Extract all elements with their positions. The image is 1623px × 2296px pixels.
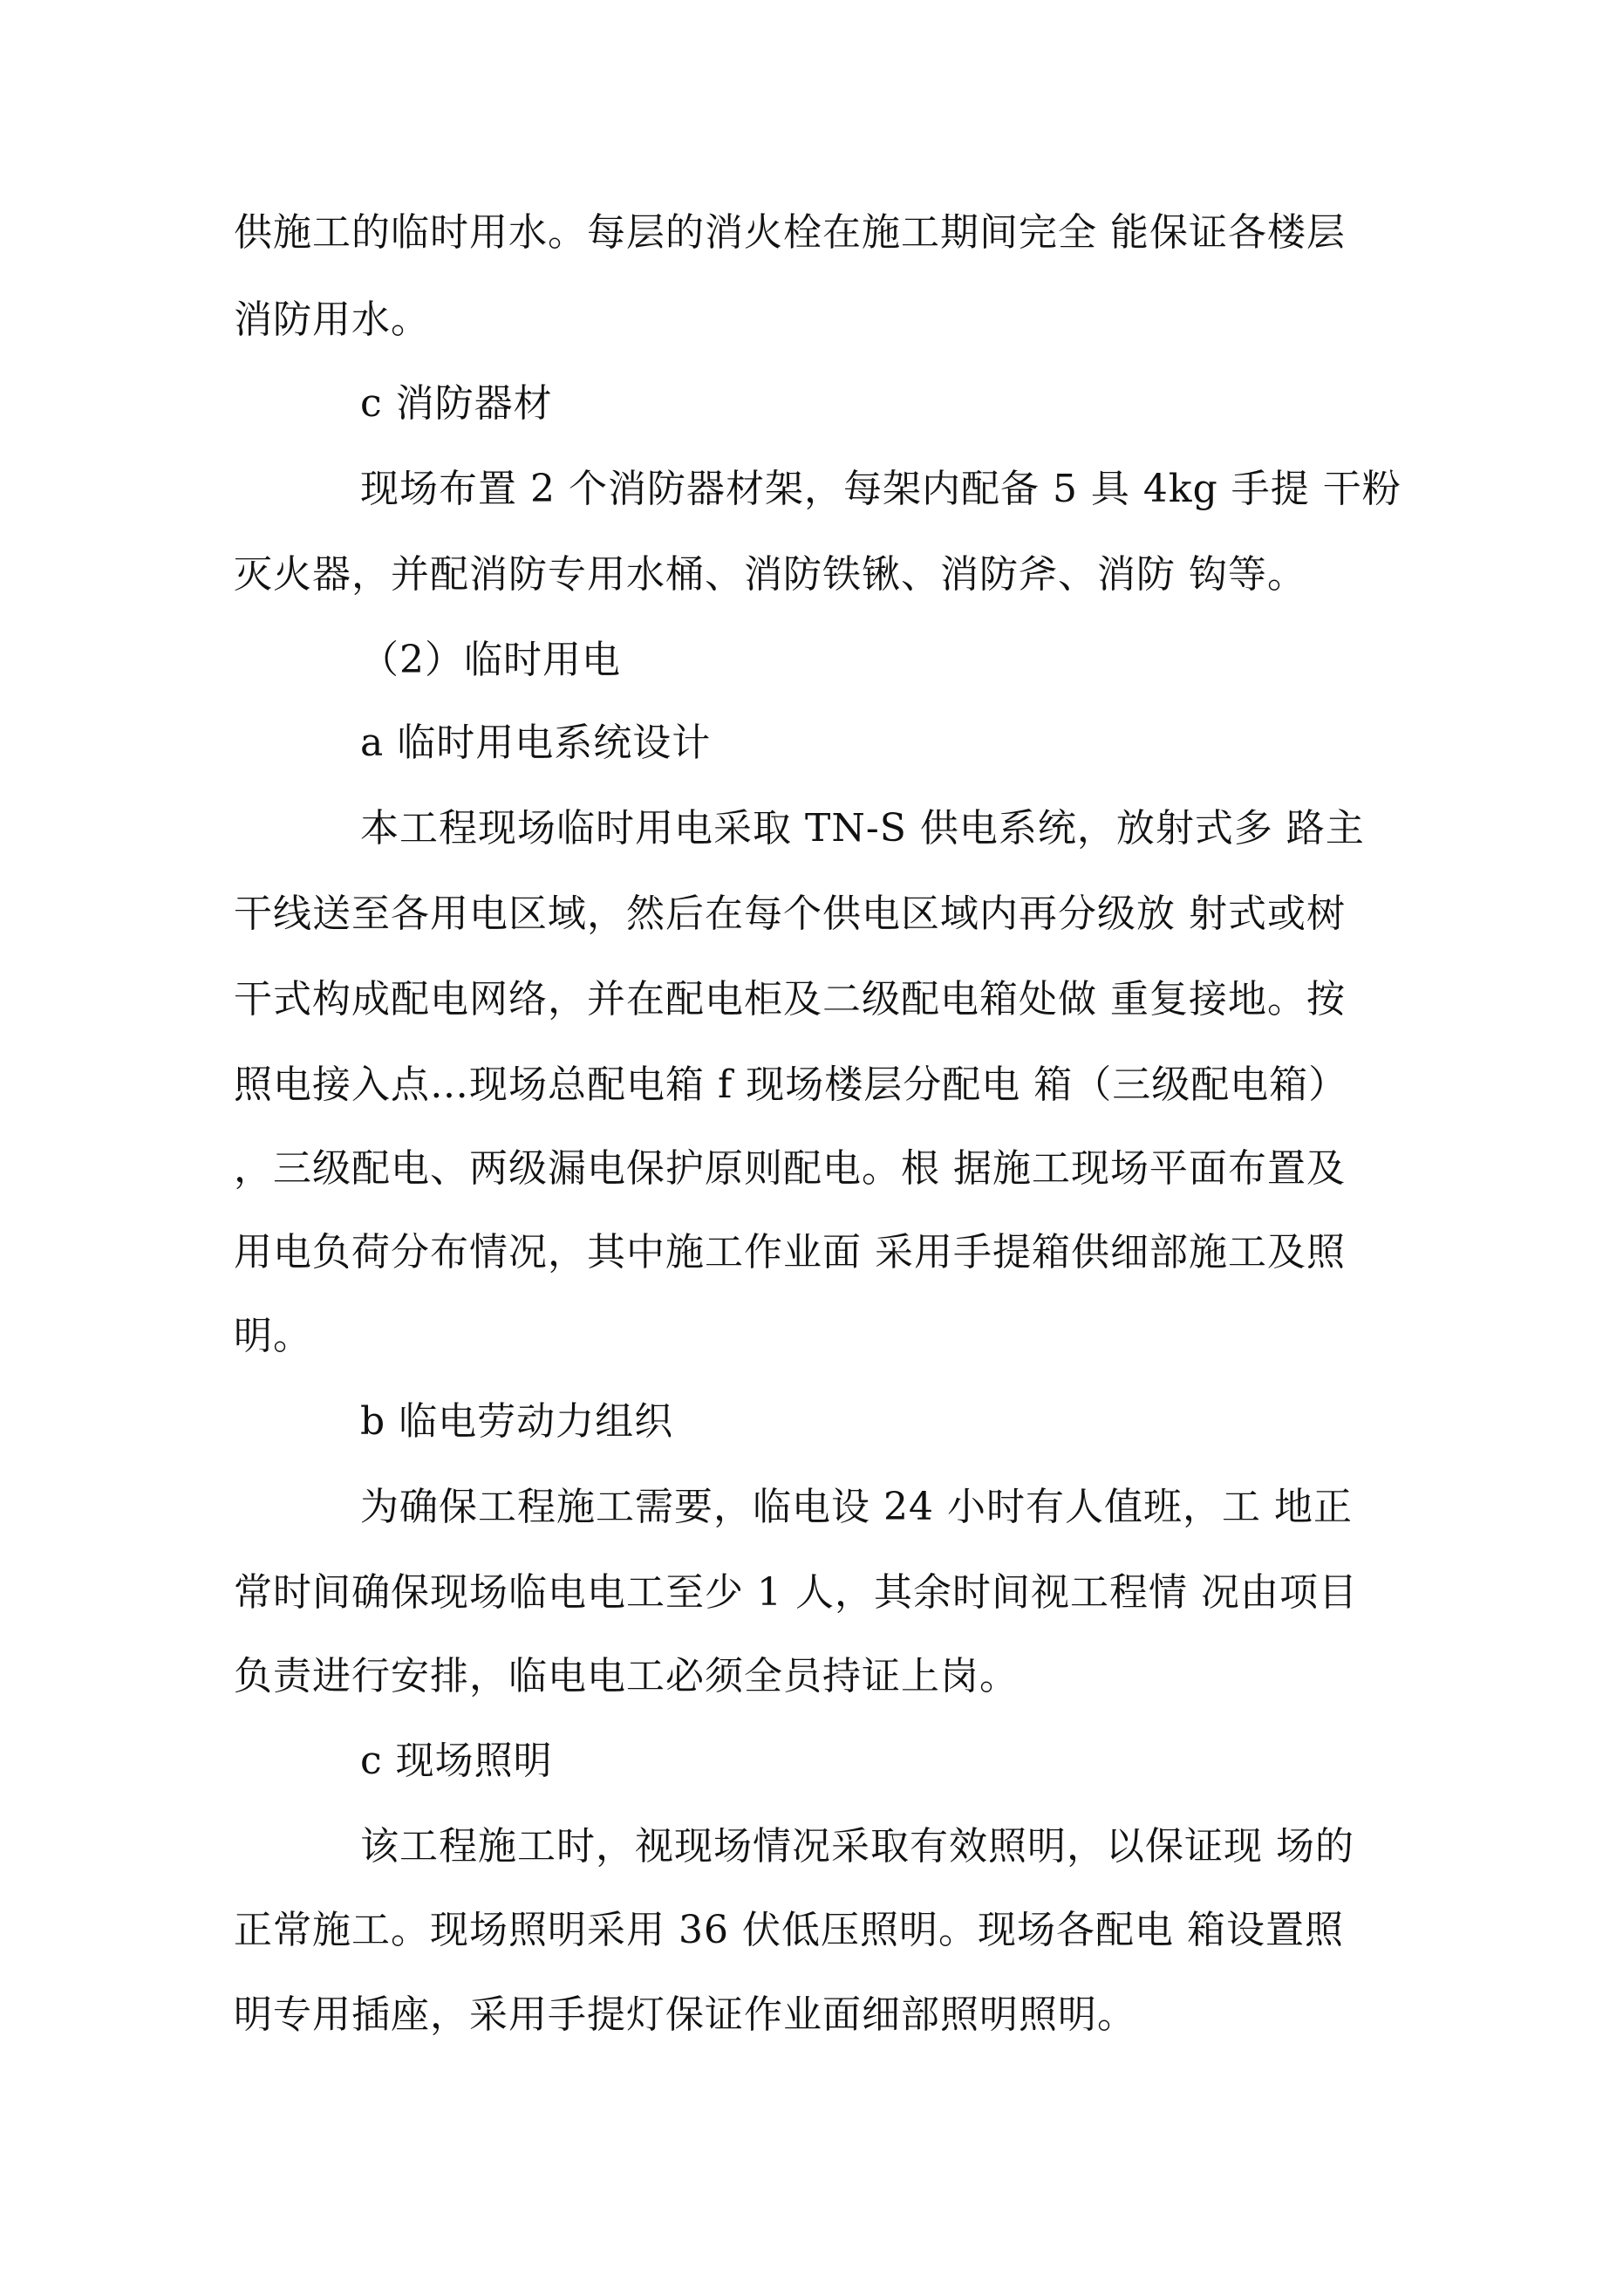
text-line: 为确保工程施工需要，临电设 24 小时有人值班，工 地正 — [360, 1485, 1353, 1529]
subheading-site-lighting: c 现场照明 — [360, 1739, 553, 1783]
text-line: 消防用水。 — [234, 297, 430, 342]
text-line: 明。 — [234, 1314, 312, 1358]
text-line: 现场布置 2 个消防器材架，每架内配备 5 具 4kg 手提 干粉 — [360, 467, 1401, 511]
text-line: ，三级配电、两级漏电保护原则配电。根 据施工现场平面布置及 — [234, 1146, 1346, 1191]
subheading-labor-organization: b 临电劳动力组织 — [360, 1399, 674, 1444]
text-line: 负责进行安排，临电电工必须全员持证上岗。 — [234, 1654, 1019, 1698]
text-line: 正常施工。现场照明采用 36 伏低压照明。现场各配电 箱设置照 — [234, 1908, 1344, 1952]
text-line: 干线送至各用电区域，然后在每个供电区域内再分级放 射式或树 — [234, 892, 1346, 936]
text-line: 用电负荷分布情况，其中施工作业面 采用手提箱供细部施工及照 — [234, 1230, 1346, 1274]
text-line: 供施工的临时用水。每层的消火栓在施工期间完全 能保证各楼层 — [234, 210, 1346, 255]
text-line: 干式构成配电网络，并在配电柜及二级配电箱处做 重复接地。按 — [234, 977, 1346, 1022]
text-line: 常时间确保现场临电电工至少 1 人，其余时间视工程情 况由项目 — [234, 1570, 1358, 1615]
text-line: 该工程施工时，视现场情况采取有效照明，以保证现 场的 — [360, 1824, 1354, 1869]
subheading-fire-equipment: c 消防器材 — [360, 381, 553, 426]
subheading-power-system-design: a 临时用电系统设计 — [360, 721, 712, 765]
text-line: 明专用插座，采用手提灯保证作业面细部照明照明。 — [234, 1992, 1136, 2037]
text-line: 本工程现场临时用电采取 TN-S 供电系统，放射式多 路主 — [360, 806, 1365, 851]
section-heading-temporary-electricity: （2）临时用电 — [360, 638, 621, 682]
text-line: 灭火器，并配消防专用水桶、消防铁锹、消防斧、消防 钩等。 — [234, 552, 1306, 597]
text-line: 照电接入点…现场总配电箱 f 现场楼层分配电 箱（三级配电箱） — [234, 1063, 1348, 1107]
